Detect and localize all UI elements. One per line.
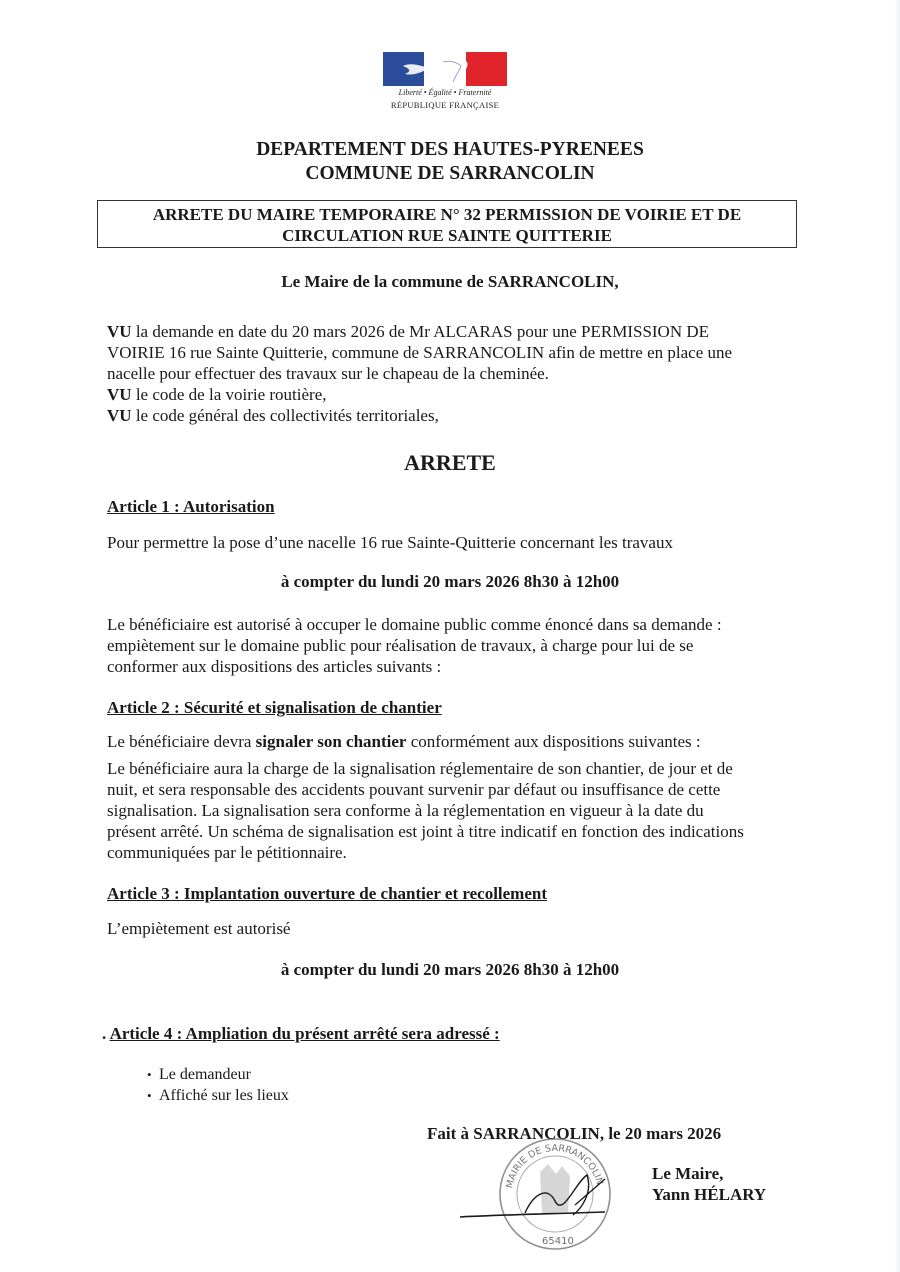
recipients-list xyxy=(147,1064,289,1106)
vu-block xyxy=(107,321,791,426)
article-4-line: . Article 4 : Ampliation du présent arrêté sera adressé : xyxy=(102,1024,500,1043)
article-1-paragraph: Le bénéficiaire est autorisé à occuper le domaine public comme énoncé dans sa demande : empiètement sur le domaine public pour réalisation de travaux, à charge pour lui de se conformer aux dispositions des articles suivants : xyxy=(107,615,722,676)
list-item: • Affiché sur les lieux xyxy=(147,1085,289,1106)
republic-logo xyxy=(380,50,510,114)
logo-motto: Liberté • Égalité • Fraternité xyxy=(398,88,492,97)
page-edge xyxy=(894,0,900,1272)
article-3-text: L’empiètement est autorisé xyxy=(107,919,291,938)
vu-item-1-line2: VOIRIE 16 rue Sainte Quitterie, commune de SARRANCOLIN afin de mettre en place une xyxy=(107,343,733,362)
logo-republic: RÉPUBLIQUE FRANÇAISE xyxy=(390,100,500,110)
article-4-heading: Article 4 : Ampliation du présent arrêté sera adressé : xyxy=(109,1024,500,1043)
decree-title-line2: CIRCULATION RUE SAINTE QUITTERIE xyxy=(282,226,612,245)
article-1-heading: Article 1 : Autorisation xyxy=(107,497,275,516)
stamp-code: 65410 xyxy=(542,1236,574,1247)
department-heading: DEPARTEMENT DES HAUTES-PYRENEES xyxy=(256,139,644,160)
article-3-date: à compter du lundi 20 mars 2026 8h30 à 12h00 xyxy=(280,960,620,979)
marianne-flag-icon xyxy=(383,52,507,86)
stamp-text: MAIRIE DE SARRANCOLIN xyxy=(504,1142,605,1190)
article-1-date: à compter du lundi 20 mars 2026 8h30 à 12h00 xyxy=(280,572,620,591)
decree-title-line1: ARRETE DU MAIRE TEMPORAIRE N° 32 PERMISSION DE VOIRIE ET DE xyxy=(152,205,742,224)
intro-mayor: Le Maire de la commune de SARRANCOLIN, xyxy=(281,272,619,291)
place-date: Fait à SARRANCOLIN, le 20 mars 2026 xyxy=(427,1124,722,1143)
signature-icon xyxy=(455,1165,625,1235)
vu-item-2: VU le code de la voirie routière, xyxy=(107,385,327,404)
commune-heading: COMMUNE DE SARRANCOLIN xyxy=(305,163,595,184)
article-3-heading: Article 3 : Implantation ouverture de chantier et recollement xyxy=(107,884,548,903)
vu-prefix: VU xyxy=(107,322,132,341)
vu-item-1-line3: nacelle pour effectuer des travaux sur le chapeau de la cheminée. xyxy=(107,364,549,383)
signatory-name: Yann HÉLARY xyxy=(652,1185,767,1204)
arrete-heading: ARRETE xyxy=(404,450,496,475)
signatory-role: Le Maire, xyxy=(652,1164,724,1183)
vu-item-3: VU le code général des collectivités territoriales, xyxy=(107,406,439,425)
article-2-text: Le bénéficiaire devra signaler son chantier conformément aux dispositions suivantes : xyxy=(107,732,701,751)
vu-item-1-line1: VU la demande en date du 20 mars 2026 de Mr ALCARAS pour une PERMISSION DE xyxy=(107,322,710,341)
article-2-heading: Article 2 : Sécurité et signalisation de chantier xyxy=(107,698,442,717)
list-item: • Le demandeur xyxy=(147,1064,289,1085)
article-2-paragraph: Le bénéficiaire aura la charge de la signalisation réglementaire de son chantier, de jour et de nuit, et sera responsable des accidents pouvant survenir par défaut ou insuffisance de cette signalisation. La signalisation sera conforme à la réglementation en vigueur à la date du présent arrêté. Un schéma de signalisation est joint à titre indicatif en fonction des indications communiquées par le pétitionnaire. xyxy=(107,759,744,862)
article-1-text: Pour permettre la pose d’une nacelle 16 rue Sainte-Quitterie concernant les travaux xyxy=(107,533,673,552)
decree-title-box xyxy=(97,200,797,248)
